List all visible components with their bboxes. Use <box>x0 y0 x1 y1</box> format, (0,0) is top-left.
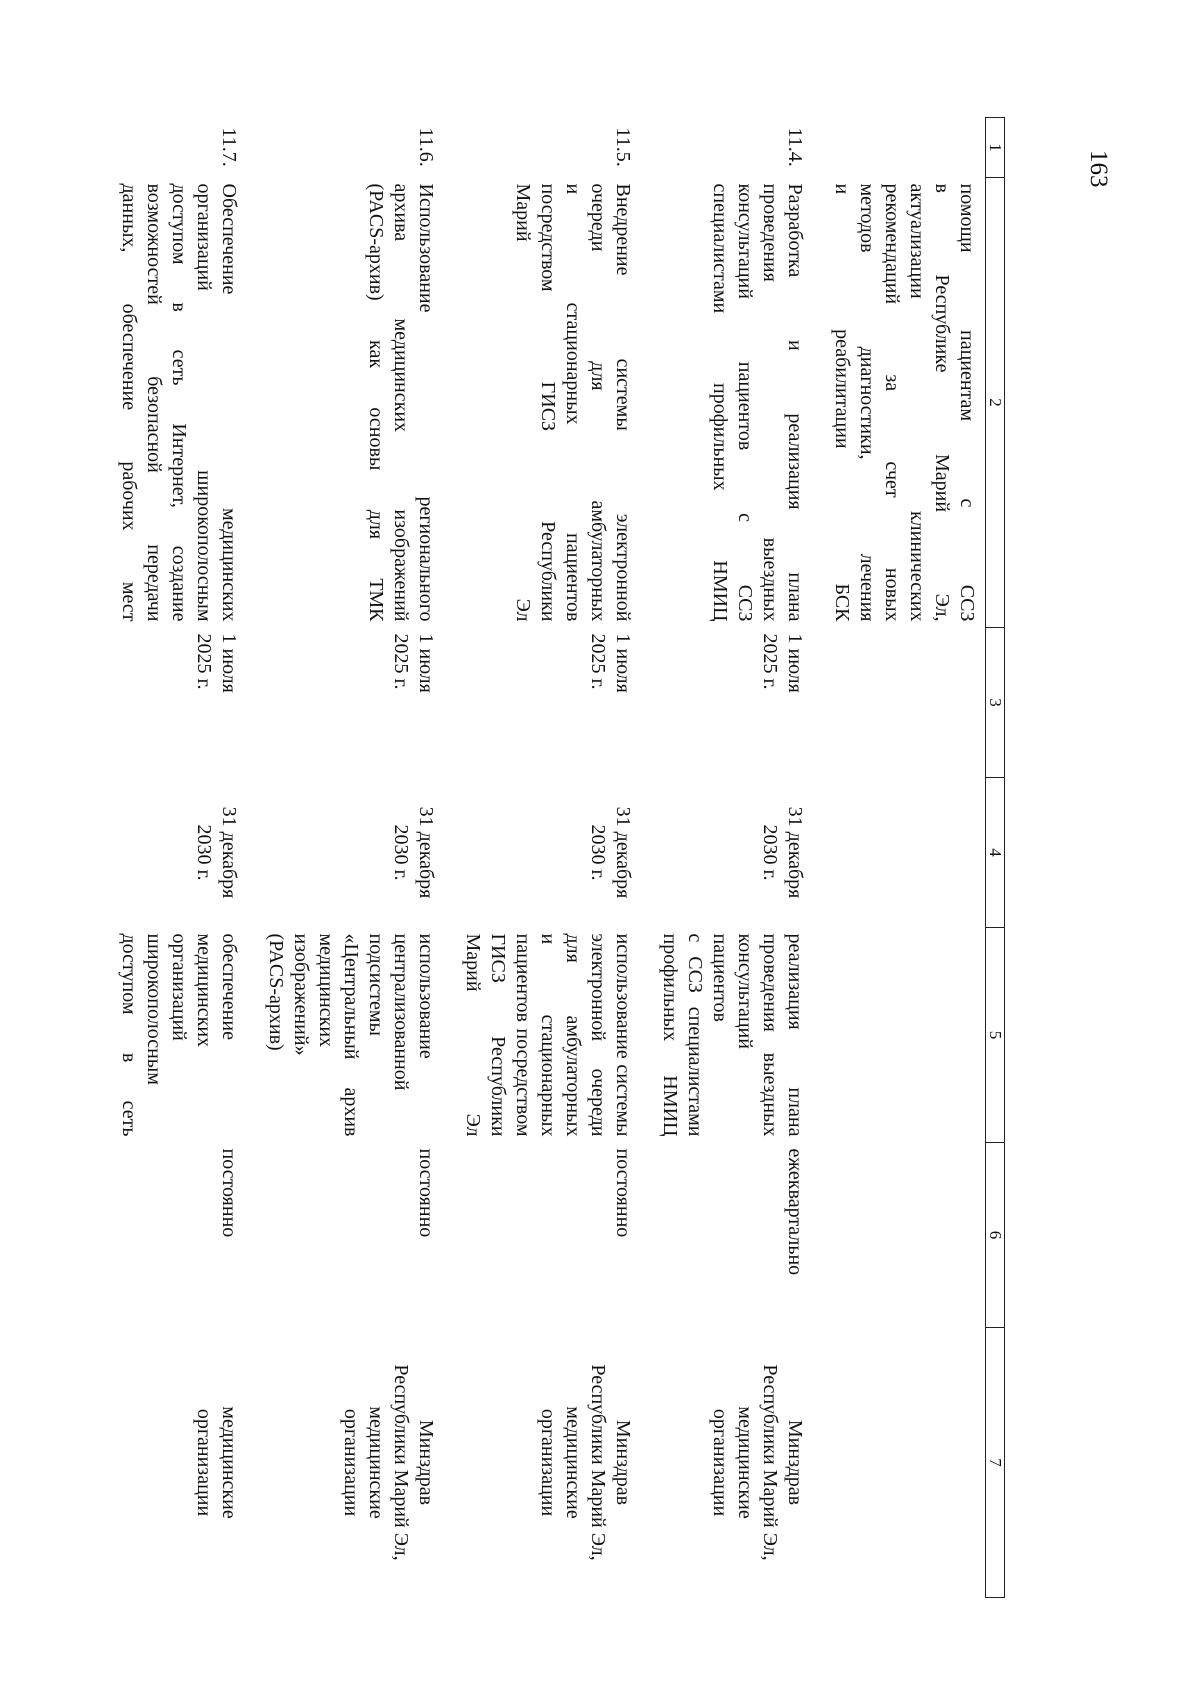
plan-table <box>116 117 1005 1598</box>
row-number: 11.5. <box>612 127 634 167</box>
header-col-4: 4 <box>986 778 1005 928</box>
row-result: обеспечение медицинских организаций широкополосным доступом в сеть <box>118 933 240 1137</box>
header-col-1: 1 <box>986 118 1005 178</box>
table-header <box>986 118 1005 1598</box>
row-description: Разработка и реализация плана проведения выездных консультаций пациентов с ССЗ специалистами профильных НМИЦ <box>709 183 806 622</box>
row-end-date: 31 декабря 2030 г. <box>390 806 437 899</box>
row-number <box>829 118 986 178</box>
row-number: 11.4. <box>784 127 806 167</box>
rotated-table-container <box>118 117 1005 1597</box>
row-frequency: ежеквартально <box>784 1148 806 1276</box>
row-number: 11.6. <box>415 127 437 167</box>
header-col-3: 3 <box>986 628 1005 778</box>
row-end-date: 31 декабря 2030 г. <box>759 806 806 899</box>
row-description: Обеспечение медицинских организаций широкополосным доступом в сеть Интернет, создание возможностей безопасной передачи данных, обеспечение рабочих мест <box>118 183 240 622</box>
row-start-date: 1 июля 2025 г. <box>193 633 240 693</box>
row-responsible: Минздрав Республики Марий Эл, медицинские организации <box>340 1364 437 1561</box>
table-row <box>263 118 460 1598</box>
row-end-date: 31 декабря 2030 г. <box>193 806 240 899</box>
row-description: помощи пациентам с ССЗ в Республике Марий Эл, актуализации клинических рекомендаций за счет новых методов диагностики, лечения и реабилитации БСК <box>831 183 978 622</box>
row-start-date: 1 июля 2025 г. <box>587 633 634 693</box>
header-col-2: 2 <box>986 178 1005 628</box>
row-start-date <box>829 628 986 778</box>
row-end-date: 31 декабря 2030 г. <box>587 806 634 899</box>
row-frequency: постоянно <box>218 1148 240 1238</box>
header-col-5: 5 <box>986 928 1005 1143</box>
row-start-date: 1 июля 2025 г. <box>759 633 806 693</box>
row-responsible: Минздрав Республики Марий Эл, медицинские организации <box>709 1364 806 1561</box>
row-result <box>829 928 986 1143</box>
row-result: использование централизованной подсистемы «Центральный архив медицинских изображений» (PACS-архив) <box>265 933 437 1137</box>
header-col-7: 7 <box>986 1328 1005 1598</box>
row-result: реализация плана проведения выездных консультаций пациентов с ССЗ специалистами профильных НМИЦ <box>659 933 806 1137</box>
row-frequency: постоянно <box>415 1148 437 1238</box>
row-responsible: Минздрав Республики Марий Эл, медицинские организации <box>537 1364 634 1561</box>
row-description: Внедрение системы электронной очереди для амбулаторных и стационарных пациентов посредством ГИСЗ Республики Марий Эл <box>512 183 634 622</box>
header-col-6: 6 <box>986 1143 1005 1328</box>
row-frequency: постоянно <box>612 1148 634 1238</box>
table-row <box>829 118 986 1598</box>
table-row <box>460 118 657 1598</box>
row-responsible <box>829 1328 986 1598</box>
row-result: использование системы электронной очереди для амбулаторных и стационарных пациентов посредством ГИСЗ Республики Марий Эл <box>462 933 634 1137</box>
row-description: Использование регионального архива медицинских изображений (PACS-архив) как основы для ТМК <box>365 183 437 622</box>
row-end-date <box>829 778 986 928</box>
table-row <box>116 118 263 1598</box>
row-frequency <box>829 1143 986 1328</box>
table-row <box>657 118 829 1598</box>
row-start-date: 1 июля 2025 г. <box>390 633 437 693</box>
row-responsible: медицинские организации <box>193 1406 240 1519</box>
row-number: 11.7. <box>218 127 240 167</box>
page-number: 163 <box>1085 150 1112 188</box>
